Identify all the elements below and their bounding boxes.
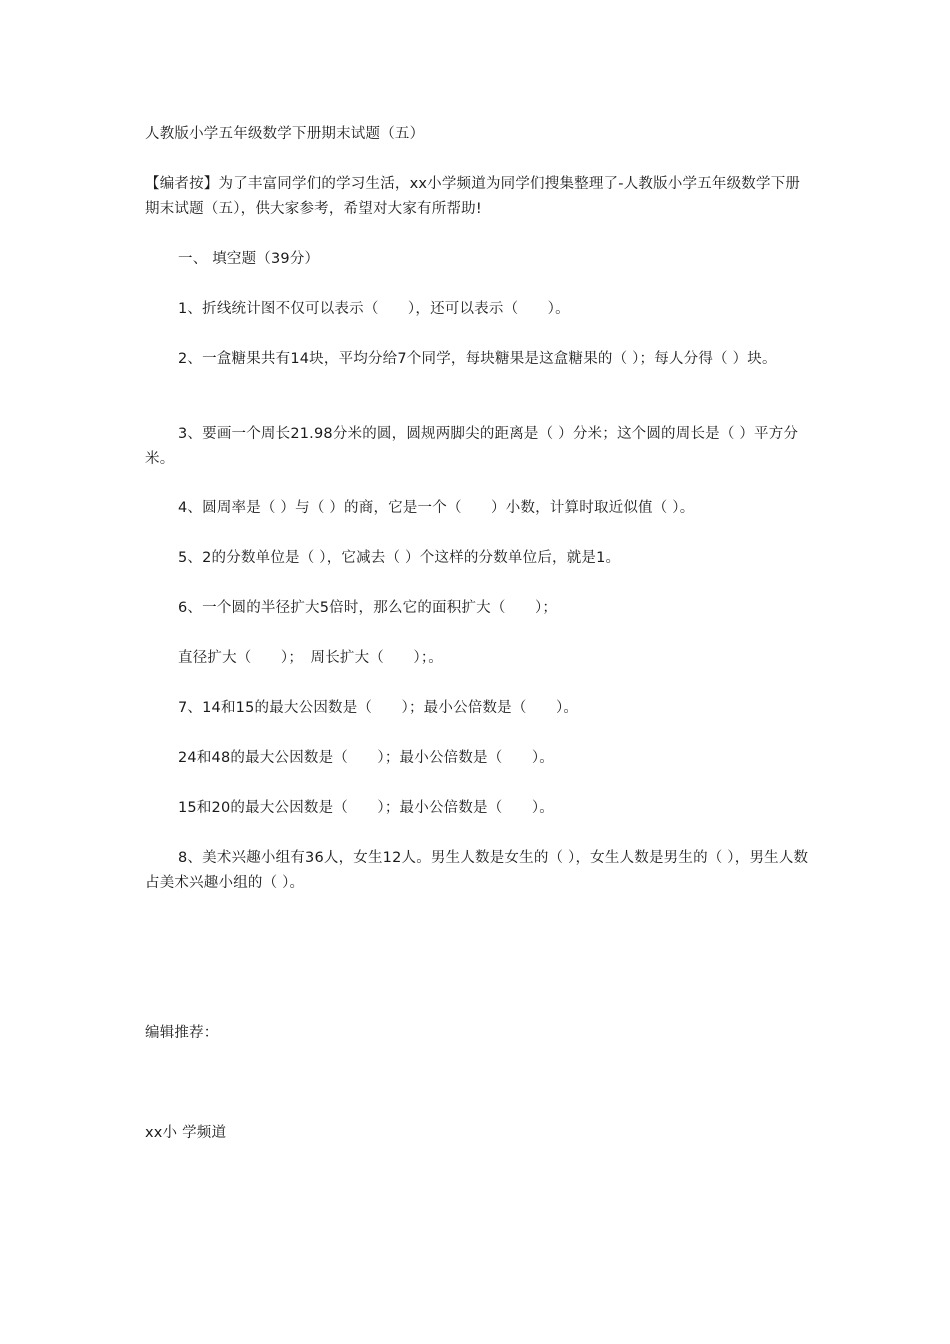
- question-8: 8、美术兴趣小组有36人，女生12人。男生人数是女生的（ ），女生人数是男生的（ ），男生人数占美术兴趣小组的（ ）。: [145, 850, 809, 891]
- question-6-continued: 直径扩大（ ）； 周长扩大（ ）；。: [178, 650, 443, 666]
- editor-note: 【编者按】为了丰富同学们的学习生活，xx小学频道为同学们搜集整理了-人教版小学五年级数学下册期末试题（五），供大家参考，希望对大家有所帮助!: [145, 176, 801, 217]
- question-5: 5、2的分数单位是（ ），它减去（ ）个这样的分数单位后，就是1。: [178, 550, 621, 566]
- question-7-part-3: 15和20的最大公因数是（ ）；最小公倍数是（ ）。: [178, 800, 554, 816]
- question-7: 7、14和15的最大公因数是（ ）；最小公倍数是（ ）。: [178, 700, 579, 716]
- question-4: 4、圆周率是（ ）与（ ）的商，它是一个（ ）小数，计算时取近似值（ ）。: [178, 500, 695, 516]
- question-1: 1、折线统计图不仅可以表示（ ），还可以表示（ ）。: [178, 301, 570, 317]
- section-heading: 一、 填空题（39分）: [178, 251, 320, 267]
- question-2: 2、一盒糖果共有14块，平均分给7个同学，每块糖果是这盒糖果的（ ）；每人分得（ ）块。: [178, 351, 777, 367]
- footer-channel: xx小 学频道: [145, 1125, 227, 1141]
- editor-recommend-label: 编辑推荐：: [145, 1025, 219, 1041]
- document-title: 人教版小学五年级数学下册期末试题（五）: [145, 126, 425, 142]
- question-6: 6、一个圆的半径扩大5倍时，那么它的面积扩大（ ）；: [178, 600, 558, 616]
- question-3: 3、要画一个周长21.98分米的圆，圆规两脚尖的距离是（ ）分米；这个圆的周长是（ ）平方分米。: [145, 426, 799, 467]
- question-7-part-2: 24和48的最大公因数是（ ）；最小公倍数是（ ）。: [178, 750, 554, 766]
